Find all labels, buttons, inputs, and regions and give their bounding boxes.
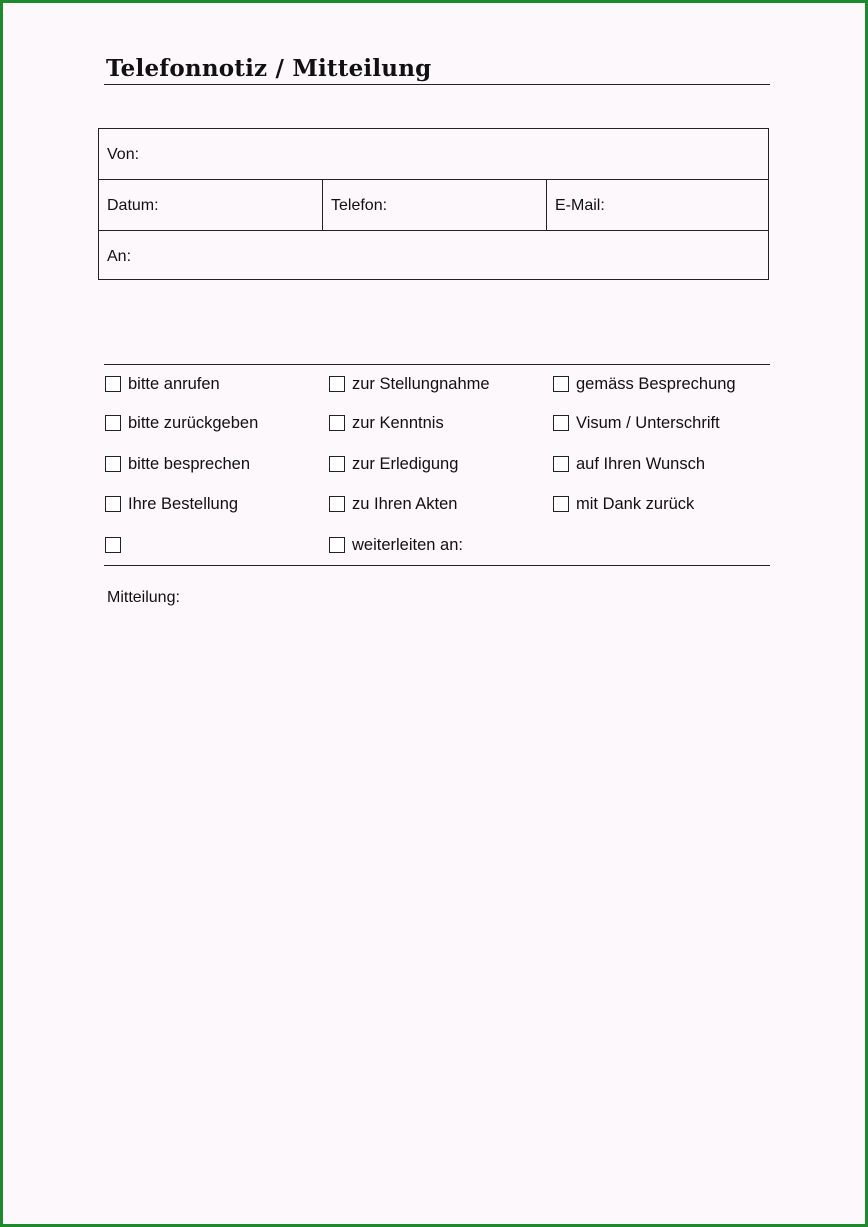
checkbox-icon[interactable] xyxy=(553,456,569,472)
checkbox-label: bitte zurückgeben xyxy=(128,413,259,432)
checkbox-label: bitte besprechen xyxy=(128,454,251,473)
checkbox-item[interactable] xyxy=(105,534,128,556)
checkbox-icon[interactable] xyxy=(329,537,345,553)
checkbox-label: Visum / Unterschrift xyxy=(576,413,720,432)
checkbox-label: mit Dank zurück xyxy=(576,494,695,513)
message-label: Mitteilung: xyxy=(107,589,180,606)
checkbox-label: Ihre Bestellung xyxy=(128,494,239,513)
checkbox-icon[interactable] xyxy=(105,376,121,392)
email-field[interactable]: E-Mail: xyxy=(555,197,605,214)
checkbox-item[interactable] xyxy=(329,534,463,556)
checkbox-label: bitte anrufen xyxy=(128,374,220,393)
checkbox-label: zur Erledigung xyxy=(352,454,459,473)
checkbox-item[interactable] xyxy=(553,453,705,475)
checkbox-icon[interactable] xyxy=(105,537,121,553)
checkbox-icon[interactable] xyxy=(105,496,121,512)
checkbox-item[interactable] xyxy=(553,373,736,395)
checkbox-icon[interactable] xyxy=(553,415,569,431)
checkbox-label: zu Ihren Akten xyxy=(352,494,458,513)
checkbox-label: zur Kenntnis xyxy=(352,413,444,432)
page-title: Telefonnotiz / Mitteilung xyxy=(106,55,432,82)
checklist-top-rule xyxy=(104,364,770,365)
date-field[interactable]: Datum: xyxy=(99,180,323,230)
checkbox-icon[interactable] xyxy=(553,376,569,392)
row-to xyxy=(99,231,768,279)
checkbox-icon[interactable] xyxy=(105,456,121,472)
checkbox-icon[interactable] xyxy=(105,415,121,431)
to-field[interactable]: An: xyxy=(107,248,132,265)
checkbox-icon[interactable] xyxy=(329,415,345,431)
checkbox-icon[interactable] xyxy=(553,496,569,512)
checkbox-label: zur Stellungnahme xyxy=(352,374,490,393)
contact-table xyxy=(98,128,769,280)
checkbox-item[interactable] xyxy=(329,453,458,475)
checkbox-item[interactable] xyxy=(553,493,694,515)
from-field[interactable]: Von: xyxy=(107,146,140,163)
checkbox-item[interactable] xyxy=(105,453,250,475)
row-from xyxy=(99,129,768,180)
checkbox-item[interactable] xyxy=(329,412,444,434)
row-details xyxy=(99,180,768,231)
checkbox-item[interactable] xyxy=(105,412,258,434)
checkbox-item[interactable] xyxy=(329,373,490,395)
checklist-bottom-rule xyxy=(104,565,770,566)
phone-field[interactable]: Telefon: xyxy=(323,180,547,230)
checkbox-icon[interactable] xyxy=(329,496,345,512)
checkbox-label: gemäss Besprechung xyxy=(576,374,736,393)
checkbox-item[interactable] xyxy=(329,493,458,515)
checkbox-icon[interactable] xyxy=(329,376,345,392)
checkbox-item[interactable] xyxy=(105,373,220,395)
title-underline xyxy=(104,84,770,85)
checkbox-item[interactable] xyxy=(105,493,238,515)
checkbox-label: weiterleiten an: xyxy=(352,535,463,554)
checkbox-icon[interactable] xyxy=(329,456,345,472)
checkbox-label: auf Ihren Wunsch xyxy=(576,454,706,473)
checkbox-item[interactable] xyxy=(553,412,720,434)
